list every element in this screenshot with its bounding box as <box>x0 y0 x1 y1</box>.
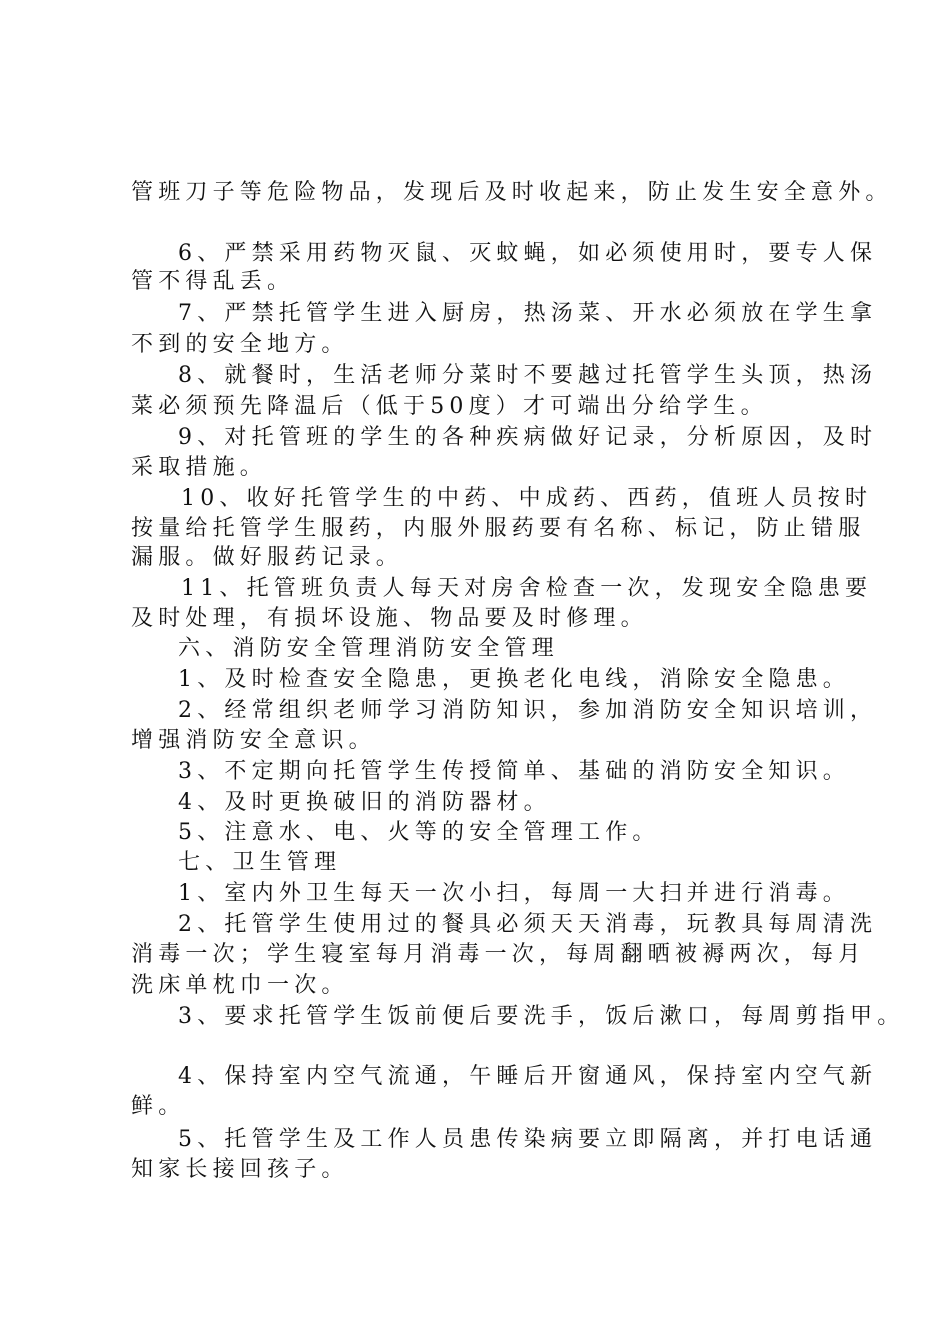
text-line: 1、室内外卫生每天一次小扫，每周一大扫并进行消毒。 <box>178 881 850 906</box>
text-line: 8、就餐时，生活老师分菜时不要越过托管学生头顶，热汤 <box>178 363 878 388</box>
text-line: 5、托管学生及工作人员患传染病要立即隔离，并打电话通 <box>178 1127 878 1152</box>
text-line: 4、及时更换破旧的消防器材。 <box>178 790 551 815</box>
text-line: 按量给托管学生服药，内服外服药要有名称、标记，防止错服 <box>131 516 866 541</box>
text-line: 7、严禁托管学生进入厨房，热汤菜、开水必须放在学生拿 <box>178 301 878 326</box>
section-heading: 七、卫生管理 <box>178 850 342 875</box>
text-line: 知家长接回孩子。 <box>131 1157 349 1182</box>
text-line: 消毒一次；学生寝室每月消毒一次，每周翻晒被褥两次，每月 <box>131 942 866 967</box>
text-line: 漏服。做好服药记录。 <box>131 545 404 570</box>
text-line: 9、对托管班的学生的各种疾病做好记录，分析原因，及时 <box>178 425 878 450</box>
text-line: 3、不定期向托管学生传授简单、基础的消防安全知识。 <box>178 759 850 784</box>
text-line: 2、托管学生使用过的餐具必须天天消毒，玩教具每周清洗 <box>178 912 878 937</box>
text-line: 不到的安全地方。 <box>131 332 349 357</box>
text-line: 管不得乱丢。 <box>131 269 295 294</box>
text-line: 6、严禁采用药物灭鼠、灭蚊蝇，如必须使用时，要专人保 <box>178 241 878 266</box>
text-line: 10、收好托管学生的中药、中成药、西药，值班人员按时 <box>181 486 873 511</box>
text-line: 4、保持室内空气流通，午睡后开窗通风，保持室内空气新 <box>178 1064 878 1089</box>
text-line: 洗床单枕巾一次。 <box>131 973 349 998</box>
text-line: 及时处理，有损坏设施、物品要及时修理。 <box>131 606 648 631</box>
text-line: 2、经常组织老师学习消防知识，参加消防安全知识培训， <box>178 698 878 723</box>
text-line: 1、及时检查安全隐患，更换老化电线，消除安全隐患。 <box>178 667 850 692</box>
text-line: 管班刀子等危险物品，发现后及时收起来，防止发生安全意外。 <box>131 180 893 205</box>
text-line: 增强消防安全意识。 <box>131 728 376 753</box>
text-line: 鲜。 <box>131 1094 186 1119</box>
text-line: 菜必须预先降温后（低于50度）才可端出分给学生。 <box>131 394 768 419</box>
text-line: 11、托管班负责人每天对房舍检查一次，发现安全隐患要 <box>181 576 873 601</box>
text-line: 采取措施。 <box>131 455 268 480</box>
section-heading: 六、消防安全管理消防安全管理 <box>178 636 559 661</box>
text-line: 3、要求托管学生饭前便后要洗手，饭后漱口，每周剪指甲。 <box>178 1004 905 1029</box>
text-line: 5、注意水、电、火等的安全管理工作。 <box>178 820 660 845</box>
